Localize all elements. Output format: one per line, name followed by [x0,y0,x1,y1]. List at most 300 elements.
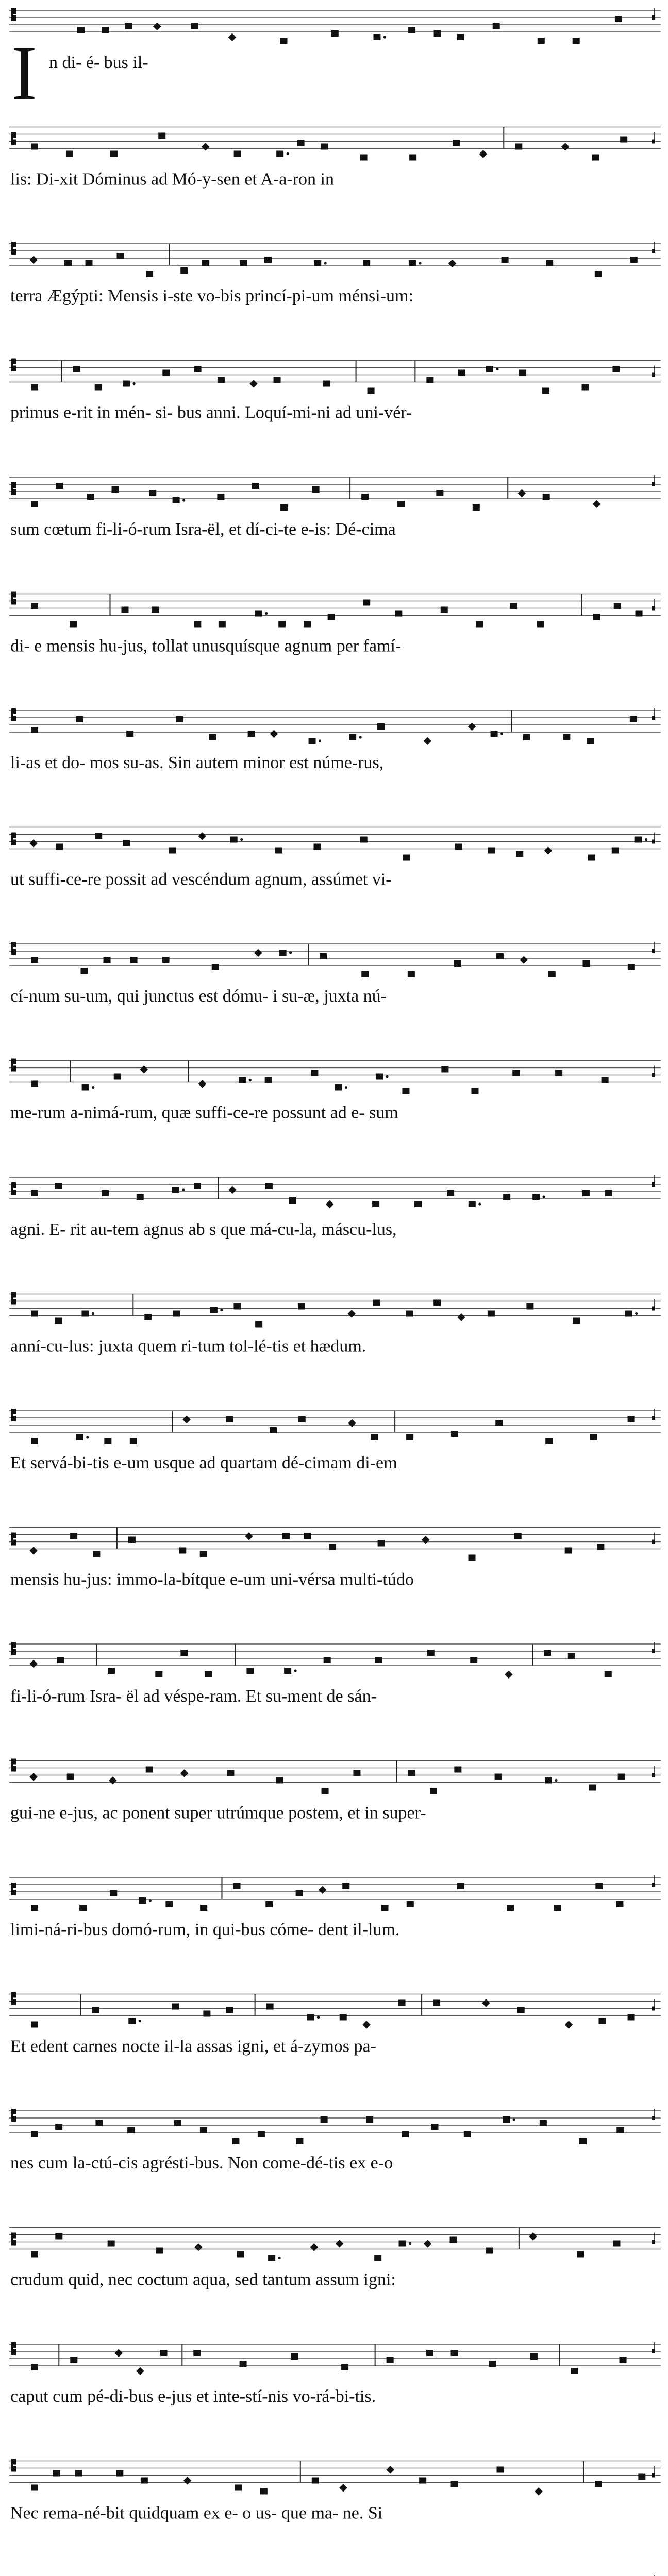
square-note [31,957,38,963]
square-note [408,27,415,33]
square-note [554,1905,561,1911]
square-note [240,2361,247,2367]
square-note [322,1788,329,1794]
square-note [55,1183,62,1189]
square-note [31,2485,38,2491]
square-note [512,1070,520,1076]
punctum-mora [645,838,647,841]
square-note [589,1785,596,1791]
square-note [180,1650,188,1656]
square-note [406,1434,413,1440]
square-note [353,1770,360,1776]
square-note [265,1901,273,1907]
square-note [555,1070,562,1076]
rhombus-note [136,2367,144,2376]
staff-lines [9,2461,661,2483]
lyric-line: crudum quid, nec coctum aqua, sed tantum assum igni: [10,2270,396,2290]
staff-system [9,1528,661,1589]
square-note [125,23,132,29]
square-note [568,1653,575,1659]
square-note [537,621,544,628]
lyric-line: cí-num su-um, qui junctus est dómu- i su-æ, juxta nú- [10,987,387,1006]
punctum-mora [92,1086,94,1089]
square-note [31,1311,38,1317]
square-note [451,1431,458,1437]
square-note [313,844,321,850]
square-note [402,2131,409,2137]
square-note [162,370,170,376]
square-note [108,1668,115,1674]
c-clef [11,942,16,955]
rhombus-note [348,1419,356,1428]
square-note [406,1311,413,1317]
square-note [260,2488,268,2495]
neumes [29,832,655,860]
square-note [360,837,368,843]
square-note [152,607,159,613]
square-note [149,490,156,496]
square-note [361,494,369,500]
square-note [312,2478,319,2484]
neumes [31,1294,655,1328]
rhombus-note [29,1660,38,1668]
square-note [104,957,111,963]
neumes [77,8,655,44]
square-note [265,1077,272,1083]
square-note [565,1548,572,1554]
square-note [407,1901,414,1907]
staff-lines [9,594,661,616]
punctum-mora [478,1202,481,1205]
initial-capital: I [11,30,37,116]
square-note [408,971,415,977]
square-note [92,2007,99,2013]
neumes [31,361,655,394]
square-note [210,1307,218,1313]
punctum-mora [496,368,498,370]
rhombus-note [336,2240,344,2248]
square-note [395,611,402,617]
square-note [77,27,85,33]
c-clef [11,359,16,371]
square-note [579,2138,587,2144]
square-note [620,2357,627,2363]
square-note [613,2241,620,2247]
square-note [70,1533,77,1539]
rhombus-note [202,143,210,151]
square-note [309,738,316,744]
square-note [403,855,410,861]
staff-system [9,242,661,306]
square-note [431,2124,439,2130]
rhombus-note [180,1769,189,1777]
square-note [464,2131,471,2137]
rhombus-note [457,1313,465,1321]
staff-lines [9,1061,661,1082]
square-note [450,2237,457,2243]
custos [652,1649,655,1653]
c-clef [11,2109,16,2122]
square-note [331,30,339,37]
neumes [31,127,655,161]
square-note [180,267,188,274]
square-note [563,734,570,740]
square-note [165,1901,173,1907]
lyric-line: primus e-rit in mén- si- bus anni. Loquí-mi-ni ad uni-vér- [10,403,412,422]
square-note [194,366,202,372]
staff-lines [9,2344,661,2366]
square-note [31,1438,38,1444]
square-note [426,377,433,383]
square-note [597,1544,604,1550]
staff-system [9,1875,661,1939]
custos [652,482,655,486]
staff-lines [9,710,661,732]
square-note [378,1540,385,1547]
square-note [502,257,509,263]
c-clef [11,1292,16,1305]
lyric-line: agni. E- rit au-tem agnus ab s que má-cu-la, máscu-lus, [10,1220,397,1239]
custos [652,1773,655,1777]
square-note [311,1070,318,1076]
staff-system [9,127,661,189]
square-note [545,1777,552,1784]
lyric-line: di- e mensis hu-jus, tollat unusquísque agnum per famí- [10,636,402,656]
square-note [123,840,130,846]
punctum-mora [513,2118,515,2121]
punctum-mora [345,1086,347,1089]
square-note [110,1890,117,1896]
square-note [202,260,209,266]
rhombus-note [339,2484,347,2492]
staves [9,8,661,2576]
square-note [366,2116,373,2123]
square-note [387,2357,394,2363]
lyric-line: terra Ægýpti: Mensis i-ste vo-bis princí-pi-um ménsi-um: [10,286,413,306]
square-note [146,271,153,277]
punctum-mora [265,612,268,615]
square-note [102,1190,109,1196]
square-note [76,716,83,722]
square-note [67,1774,74,1780]
rhombus-note [29,256,38,264]
square-note [447,1190,454,1196]
square-note [255,1321,262,1328]
square-note [625,1311,632,1317]
neumes [31,475,655,511]
lyric-line: anní-cu-lus: juxta quem ri-tum tol-lé-tis et hædum. [10,1336,366,1356]
square-note [469,1201,476,1207]
square-note [507,1905,514,1911]
custos [652,15,655,20]
square-note [335,1084,342,1091]
square-note [31,2131,38,2137]
square-note [398,2241,406,2247]
square-note [176,716,183,722]
rhombus-note [29,1547,38,1555]
square-note [377,723,385,730]
punctum-mora [139,2020,141,2022]
c-clef [11,1642,16,1655]
staff-system [9,1175,661,1239]
rhombus-note [319,1886,327,1894]
neumes [31,594,655,628]
square-note [373,34,380,40]
punctum-mora [278,2257,281,2259]
square-note [510,603,517,609]
rhombus-note [114,2349,123,2358]
custos [652,1416,655,1420]
rhombus-note [198,832,206,840]
square-note [361,971,369,977]
square-note [70,2357,77,2363]
square-note [592,155,599,161]
square-note [304,621,311,628]
neumes [31,708,655,745]
square-note [340,2014,347,2021]
staff-lines [9,477,661,499]
square-note [476,621,483,628]
punctum-mora [289,951,292,954]
staff-system [9,1292,661,1356]
square-note [590,1434,597,1440]
square-note [409,260,416,266]
staff-lines [9,2228,661,2249]
square-note [193,2350,201,2356]
square-note [628,964,635,970]
lyric-line: sum cœtum fi-li-ó-rum Isra-ël, et dí-ci-te e-is: Dé-cima [10,520,396,539]
square-note [402,1088,409,1094]
square-note [248,731,255,737]
staff-system [9,1642,661,1706]
square-note [123,381,130,387]
square-note [616,1901,623,1907]
lyric-line: Et edent carnes nocte il-la assas igni, et á-zymos pa- [10,2037,376,2056]
lyric-line: mensis hu-jus: immo-la-bítque e-um uni-vérsa multi-túdo [10,1570,414,1589]
square-note [265,1183,273,1189]
square-note [595,271,602,277]
staff-system [9,359,661,422]
square-note [381,1905,389,1911]
square-note [433,2000,440,2006]
square-note [546,260,553,266]
square-note [587,738,594,744]
square-note [146,1767,153,1773]
rhombus-note [386,2466,394,2474]
custos [652,716,655,720]
square-note [434,30,441,37]
square-note [486,2248,493,2254]
square-note [155,1671,162,1677]
square-note [31,603,38,609]
rhombus-note [520,956,528,964]
neumes [31,2109,655,2144]
square-note [433,1300,441,1306]
square-note [593,614,600,620]
square-note [408,1770,415,1776]
square-note [70,621,77,628]
square-note [232,2138,239,2144]
staff-lines [9,1761,661,1783]
staff-lines [9,361,661,382]
punctum-mora [294,1669,297,1672]
c-clef [11,2233,16,2246]
rhombus-note [29,839,38,848]
square-note [95,384,102,391]
square-note [453,140,460,146]
square-note [200,1905,207,1911]
lyric-line: lis: Di-xit Dóminus ad Mó-y-sen et A-a-ron in [10,170,334,189]
punctum-mora [555,1779,557,1782]
neumes [31,1875,655,1911]
square-note [268,2255,275,2261]
square-note [76,1434,84,1440]
square-note [321,144,328,150]
square-note [252,483,259,489]
neumes [29,1642,655,1679]
square-note [614,603,621,609]
square-note [31,384,38,391]
square-note [398,2000,406,2006]
square-note [349,734,356,740]
rhombus-note [544,846,553,855]
square-note [130,1438,137,1444]
staff-system [9,2228,661,2290]
square-note [628,1416,635,1422]
rhombus-note [347,1310,356,1318]
square-note [471,1088,478,1094]
staff-system [9,1992,661,2056]
square-note [598,2018,606,2024]
square-note [235,2485,242,2491]
punctum-mora [319,739,321,742]
staff-system [9,2459,661,2523]
neumes [31,1994,655,2029]
square-note [530,2353,538,2360]
square-note [276,151,283,157]
square-note [488,1311,495,1317]
square-note [573,1318,580,1324]
lyric-line: Nec rema-né-bit quidquam ex e- o us- que ma- ne. Si [10,2503,383,2523]
rhombus-note [326,1200,334,1209]
custos [652,2007,655,2011]
rhombus-note [505,1671,513,1679]
square-note [233,1883,240,1889]
punctum-mora [220,1309,223,1311]
c-clef [11,2342,16,2355]
square-note [127,2127,135,2133]
square-note [280,504,288,511]
square-note [307,2014,314,2021]
square-note [612,848,619,854]
square-note [455,844,462,850]
rhombus-note [140,1065,148,1074]
lyric-line: n di- é- bus il- [49,53,148,72]
square-note [110,151,118,157]
square-note [588,855,595,861]
rhombus-note [518,489,526,498]
square-note [360,155,368,161]
square-note [31,144,38,150]
staff-system [9,8,661,72]
square-note [419,2478,426,2484]
square-note [75,2470,82,2477]
square-note [234,151,241,157]
square-note [230,837,238,843]
square-note [116,2470,123,2477]
neumes [29,242,655,277]
square-note [212,964,219,970]
c-clef [11,1883,16,1895]
square-note [296,1890,303,1896]
square-note [55,1318,62,1324]
rhombus-note [448,260,457,268]
square-note [503,2116,510,2123]
square-note [363,260,370,266]
square-note [172,2004,179,2010]
square-note [73,366,80,372]
square-note [427,1650,435,1656]
square-note [577,2251,584,2258]
square-note [194,621,201,628]
square-note [128,1537,136,1543]
square-note [630,257,638,263]
rhombus-note [424,737,432,745]
square-note [282,1533,290,1539]
punctum-mora [249,1079,252,1081]
square-note [328,614,335,620]
square-note [368,388,375,394]
square-note [57,1657,64,1663]
square-note [55,2233,62,2240]
square-note [526,1303,533,1310]
square-note [289,1197,296,1204]
rhombus-note [565,2021,573,2029]
staff-system [9,2109,661,2173]
square-note [296,2138,303,2144]
custos [652,1073,655,1077]
square-note [218,377,225,383]
square-note [53,2470,60,2477]
square-note [329,1544,336,1550]
punctum-mora [359,736,362,738]
square-note [31,1081,38,1087]
neumes [29,1761,655,1794]
square-note [205,1671,212,1677]
c-clef [11,2459,16,2472]
square-note [158,133,165,139]
custos [652,2116,655,2120]
c-clef [11,1059,16,1072]
square-note [80,968,88,974]
c-clef [11,833,16,845]
square-note [324,1657,331,1663]
square-note [371,1434,378,1440]
square-note [95,833,102,839]
square-note [172,1187,179,1193]
custos [652,249,655,253]
custos [652,949,655,953]
custos [652,2473,655,2478]
square-note [409,155,416,161]
c-clef [11,132,16,145]
staff-lines [9,1644,661,1666]
square-note [544,1650,551,1656]
square-note [374,2255,381,2261]
punctum-mora [133,382,136,385]
neumes [29,1528,655,1561]
square-note [291,2353,298,2360]
